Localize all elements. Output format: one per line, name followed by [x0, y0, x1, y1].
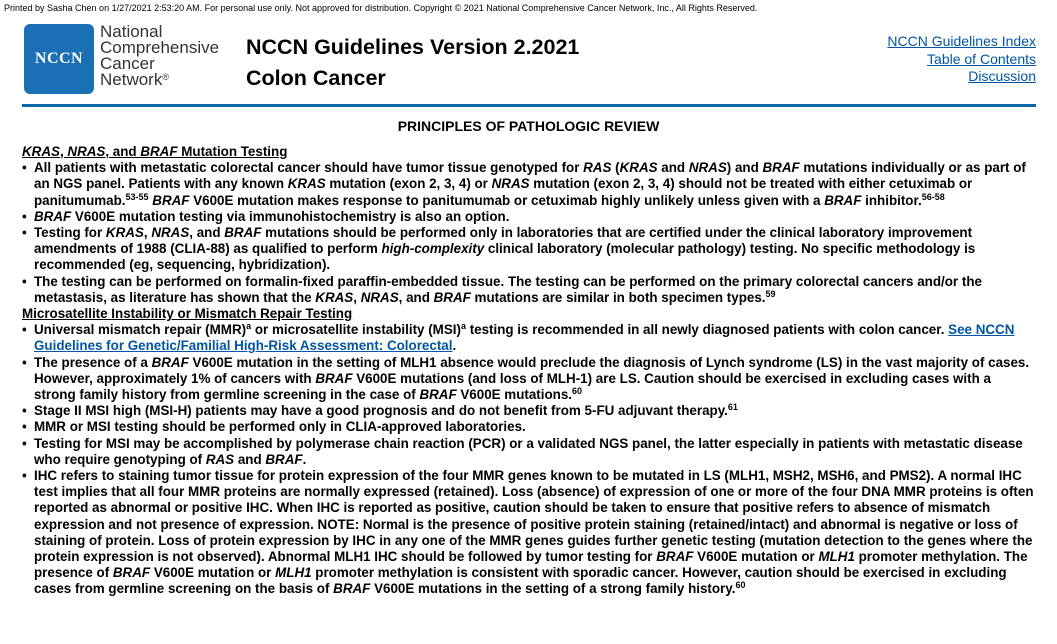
nav-links	[887, 33, 1036, 86]
section-title: PRINCIPLES OF PATHOLOGIC REVIEW	[397, 118, 660, 134]
guidelines-index-link[interactable]: NCCN Guidelines Index	[887, 33, 1036, 49]
guideline-version: NCCN Guidelines Version 2.2021	[246, 35, 580, 59]
nccn-logo-wordmark	[100, 24, 219, 88]
discussion-link[interactable]: Discussion	[968, 68, 1036, 84]
genetic-familial-guidelines-link[interactable]: See NCCN Guidelines for Genetic/Familial High-Risk Assessment: Colorectal	[34, 322, 1015, 354]
logo-line-4: Network®	[100, 70, 169, 89]
list-item: • Stage II MSI high (MSI-H) patients may have a good prognosis and do not benefit from 5-FU adjuvant therapy.$^{61}$	[22, 402, 738, 419]
page-content	[22, 144, 1034, 598]
header-divider	[22, 104, 1036, 107]
list-item: • BRAF V600E mutation testing via immunohistochemistry is also an option.	[22, 208, 510, 224]
guideline-topic: Colon Cancer	[246, 66, 386, 90]
list-item: • Universal mismatch repair (MMR)$^a$ or microsatellite instability (MSI)$^a$ testing is recommended in all newly diagnosed patients with colon cancer. See NCCN Guidelines for Genetic/Familial High-Risk Assessment: Colorectal.	[22, 321, 1015, 354]
table-of-contents-link[interactable]: Table of Contents	[927, 50, 1036, 67]
list-item: • Testing for KRAS, NRAS, and BRAF mutations should be performed only in laboratories that are certified under the clinical laboratory improvement amendments of 1988 (CLIA-88) as qualified to perform high-complexity clinical laboratory (molecular pathology) testing. No specific methodology is recommended (eg, sequencing, hybridization).	[22, 225, 976, 273]
logo-line-3: Cancer	[100, 54, 155, 73]
list-item: • Testing for MSI may be accomplished by polymerase chain reaction (PCR) or a validated NGS panel, the latter especially in patients with metastatic disease who require genotyping of RAS and BRAF.	[22, 435, 1023, 467]
msi-section-heading: Microsatellite Instability or Mismatch Repair Testing	[22, 306, 353, 322]
list-item: • All patients with metastatic colorectal cancer should have tumor tissue genotyped for RAS (KRAS and NRAS) and BRAF mutations individually or as part of an NGS panel. Patients with any known KRAS mutation (exon 2, 3, 4) or NRAS mutation (exon 2, 3, 4) should not be treated with either cetuximab or panitumumab.$^{53-55}$ BRAF V600E mutation makes response to panitumumab or cetuximab highly unlikely unless given with a BRAF inhibitor.$^{56-58}$	[22, 160, 1026, 208]
list-item: • MMR or MSI testing should be performed only in CLIA-approved laboratories.	[22, 419, 526, 435]
logo-line-1: National	[100, 22, 163, 41]
page-title	[246, 32, 579, 94]
nccn-logo-mark: NCCN	[24, 24, 94, 94]
list-item: • The testing can be performed on formalin-fixed paraffin-embedded tissue. The testing can be performed on the primary colorectal cancers and/or the metastasis, as literature has shown that the KRAS, NRAS, and BRAF mutations are similar in both specimen types.$^{59}$	[22, 273, 982, 305]
kras-section-heading: KRAS, NRAS, and BRAF Mutation Testing	[22, 144, 288, 159]
list-item: • IHC refers to staining tumor tissue for protein expression of the four MMR genes known to be mutated in LS (MLH1, MSH2, MSH6, and PMS2). A normal IHC test implies that all four MMR proteins are normally expressed (retained). Loss (absence) of expression of one or more of the four DNA MMR proteins is often reported as abnormal or positive IHC. When IHC is reported as positive, caution should be taken to ensure that positive refers to absence of mismatch expression and not presence of expression. NOTE: Normal is the presence of positive protein staining (retained/intact) and abnormal is negative or loss of staining of protein. Loss of protein expression by IHC in any one of the MMR genes guides further genetic testing (mutation detection to the genes where the protein expression is not observed). Abnormal MLH1 IHC should be followed by tumor testing for BRAF V600E mutation or MLH1 promoter methylation. The presence of BRAF V600E mutation or MLH1 promoter methylation is consistent with sporadic cancer. However, caution should be exercised in excluding cases from germline screening on the basis of BRAF V600E mutations in the setting of a strong family history.$^{60}$	[22, 468, 1034, 597]
logo-line-2: Comprehensive	[100, 38, 220, 57]
list-item: • The presence of a BRAF V600E mutation in the setting of MLH1 absence would preclude the diagnosis of Lynch syndrome (LS) in the vast majority of cases. However, approximately 1% of cancers with BRAF V600E mutations (and loss of MLH-1) are LS. Caution should be exercised in excluding cases with a strong family history from germline screening in the case of BRAF V600E mutations.$^{60}$	[22, 354, 1030, 403]
print-notice: Printed by Sasha Chen on 1/27/2021 2:53:20 AM. For personal use only. Not approved for distribution. Copyright © 2021 National Comprehensive Cancer Network, Inc., All Rights Reserved.	[4, 3, 758, 13]
